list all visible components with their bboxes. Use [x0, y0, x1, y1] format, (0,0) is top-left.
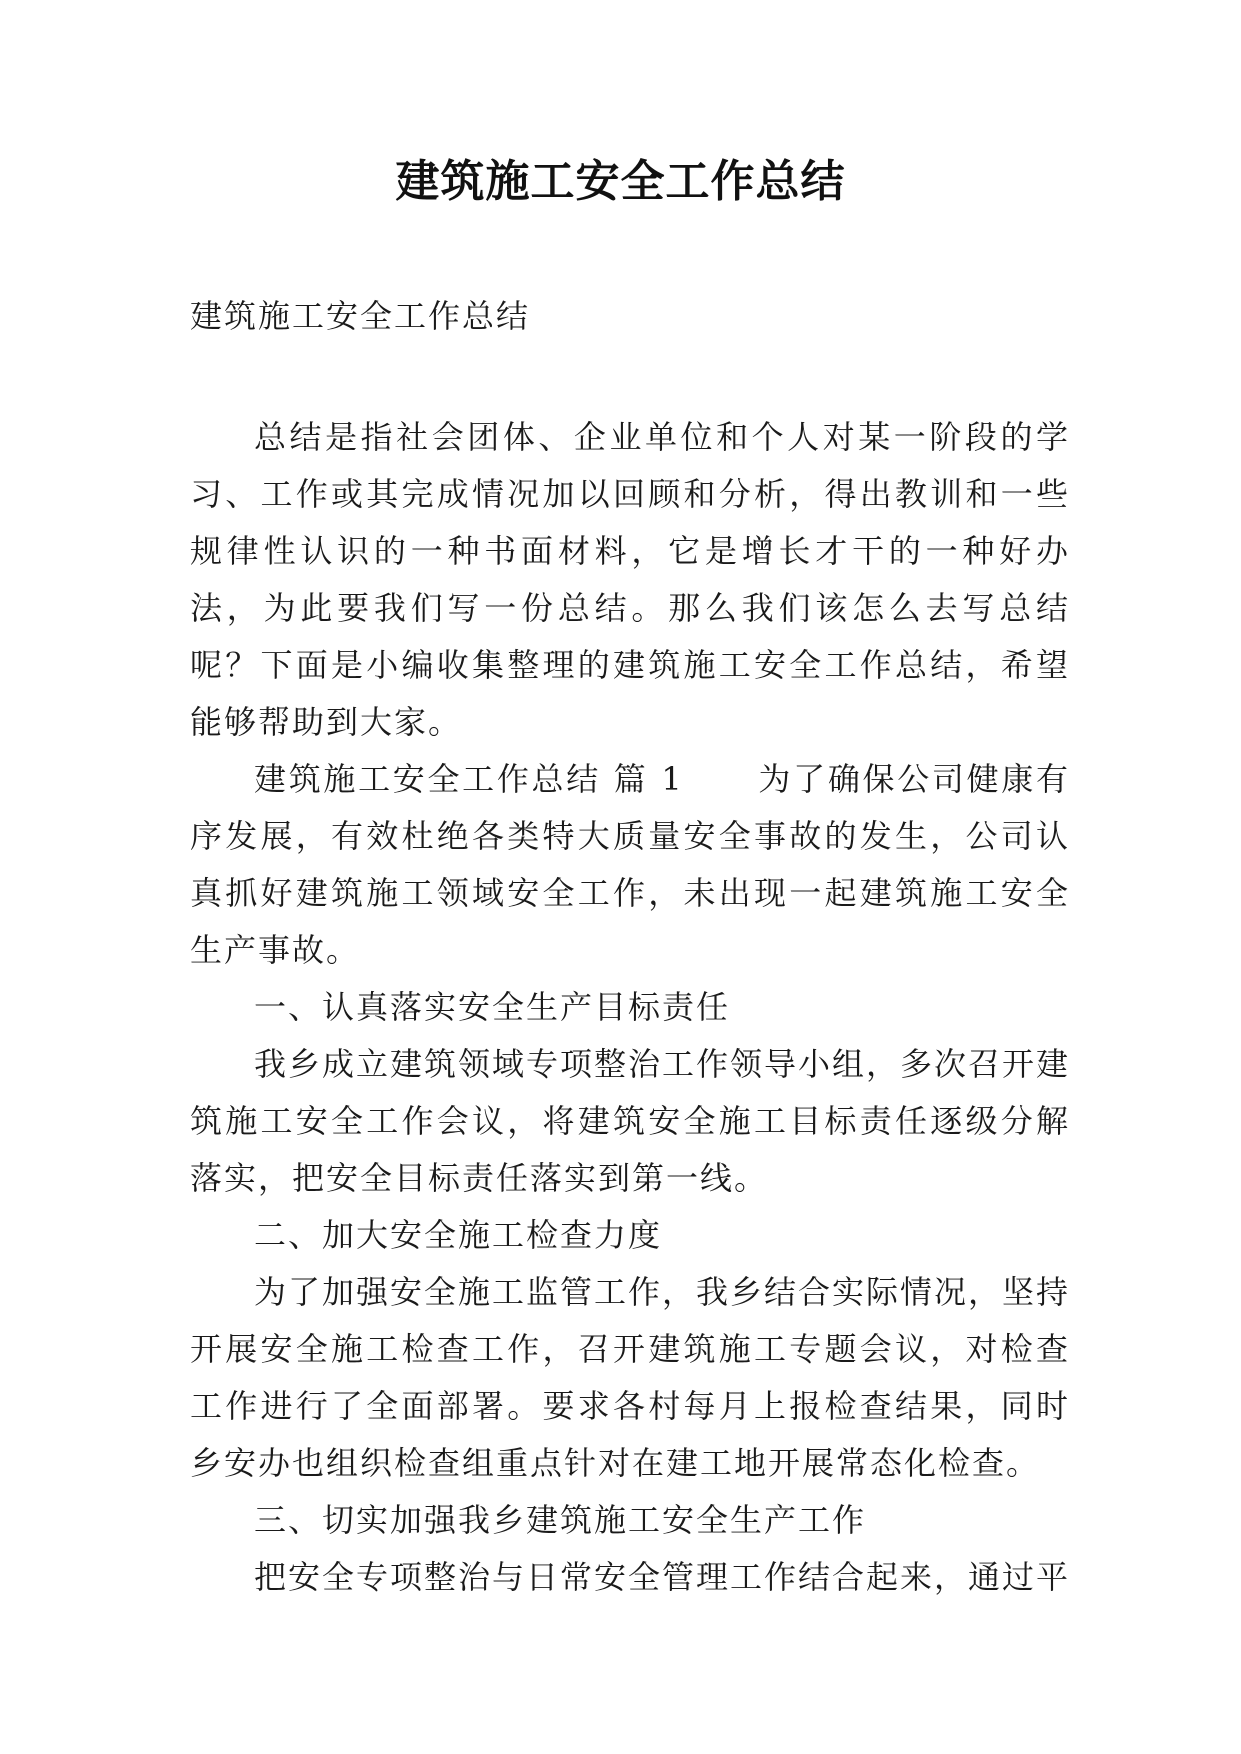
piece-text: 为了确保公司健康有序发展，有效杜绝各类特大质量安全事故的发生，公司认真抓好建筑施工领域安全工作，未出现一起建筑施工安全生产事故。 — [190, 760, 1070, 969]
document-body — [190, 288, 1070, 1606]
section-heading-3: 三、切实加强我乡建筑施工安全生产工作 — [254, 1501, 867, 1539]
section-text-2: 为了加强安全施工监管工作，我乡结合实际情况，坚持开展安全施工检查工作，召开建筑施工专题会议，对检查工作进行了全面部署。要求各村每月上报检查结果，同时乡安办也组织检查组重点针对在建工地开展常态化检查。 — [190, 1273, 1071, 1482]
piece-paragraph — [190, 751, 1070, 979]
section-heading-2: 二、加大安全施工检查力度 — [254, 1216, 663, 1254]
section-text-3: 把安全专项整治与日常安全管理工作结合起来，通过平 — [254, 1558, 1071, 1596]
piece-label: 建筑施工安全工作总结 篇 1 — [254, 760, 684, 798]
document-title: 建筑施工安全工作总结 — [395, 156, 846, 207]
section-text-1: 我乡成立建筑领域专项整治工作领导小组，多次召开建筑施工安全工作会议，将建筑安全施工目标责任逐级分解落实，把安全目标责任落实到第一线。 — [190, 1045, 1071, 1197]
intro-paragraph: 总结是指社会团体、企业单位和个人对某一阶段的学习、工作或其完成情况加以回顾和分析，得出教训和一些规律性认识的一种书面材料，它是增长才干的一种好办法，为此要我们写一份总结。那么我们该怎么去写总结呢？下面是小编收集整理的建筑施工安全工作总结，希望能够帮助到大家。 — [190, 418, 1070, 741]
document-subtitle: 建筑施工安全工作总结 — [190, 297, 531, 335]
section-heading-1: 一、认真落实安全生产目标责任 — [254, 988, 731, 1026]
